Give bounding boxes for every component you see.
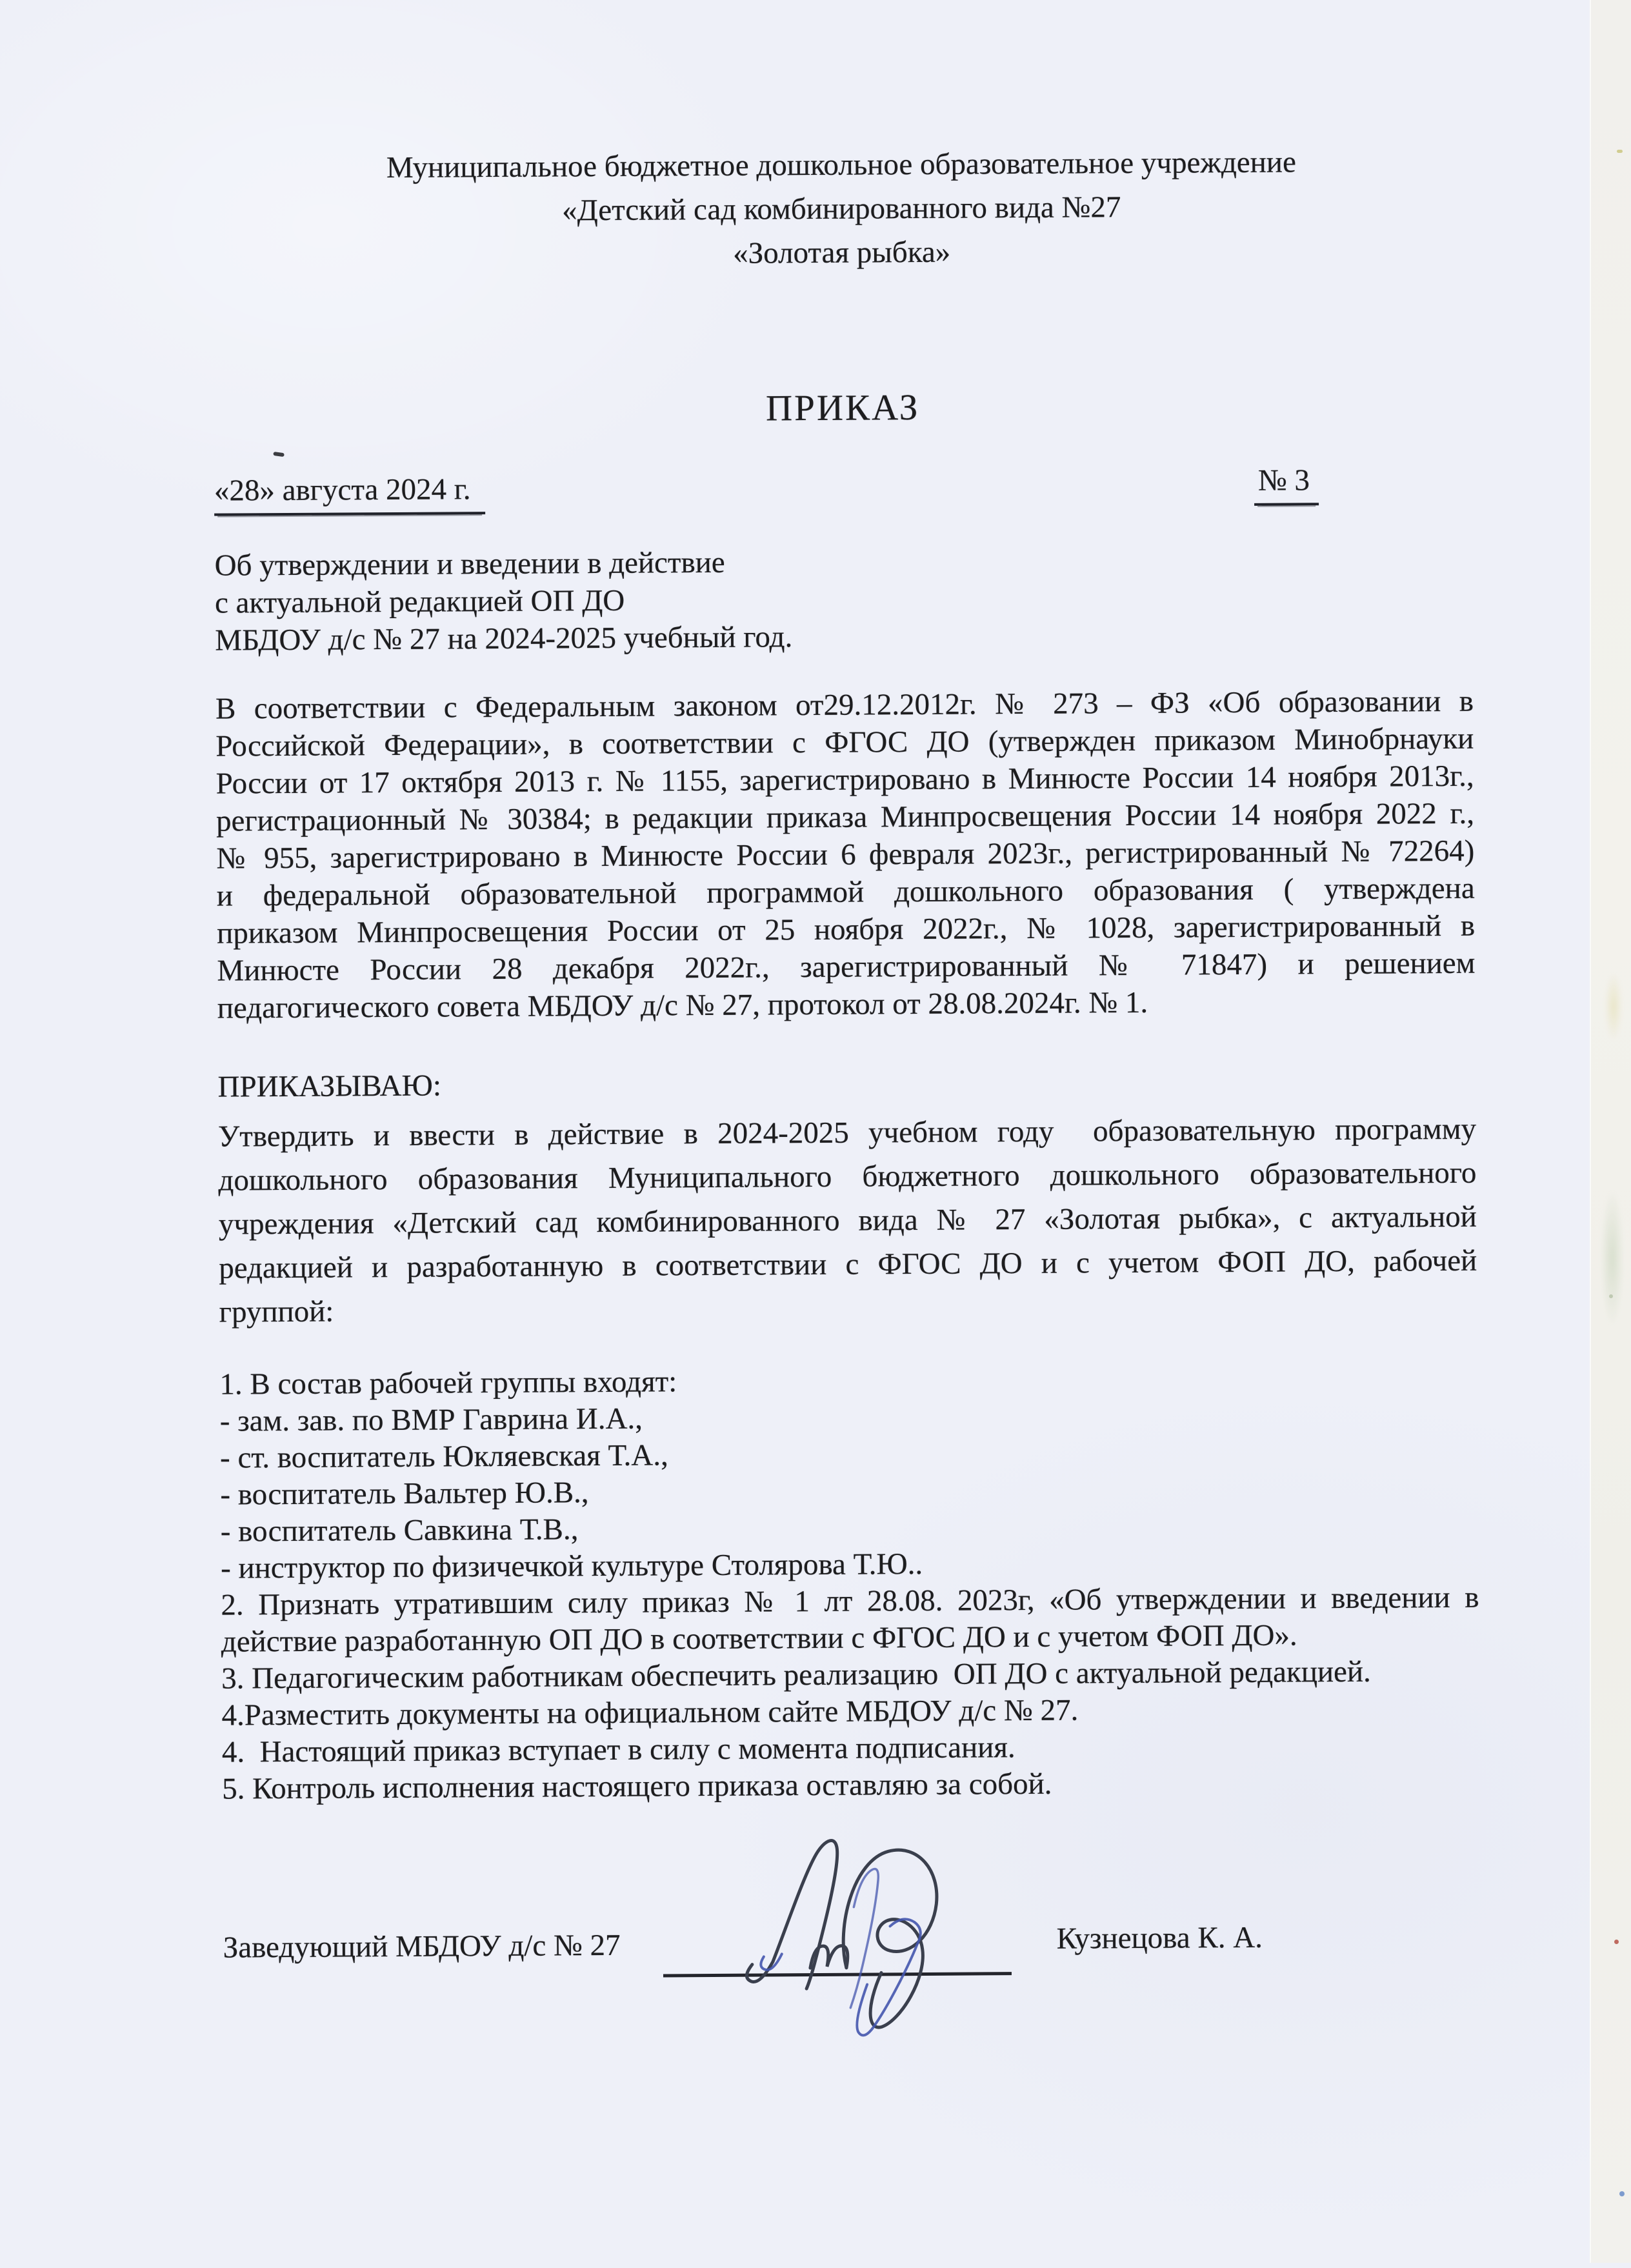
preamble-line: России от 17 октября 2013 г. № 1155, зарегистрировано в Минюсте России 14 ноября 2013г.,	[215, 759, 1474, 801]
preamble-line: и федеральной образовательной программой дошкольного образования ( утверждена	[216, 871, 1475, 913]
order-word: ПРИКАЗЫВАЮ:	[217, 1069, 442, 1104]
list-item: - ст. воспитатель Юкляевская Т.А.,	[219, 1438, 668, 1475]
preamble-line: приказом Минпросвещения России от 25 ноября 2022г., № 1028, зарегистрированный в	[216, 908, 1476, 950]
preamble-line: Минюсте России 28 декабря 2022г., зарегистрированный № 71847) и решением	[217, 946, 1476, 988]
subject-line: Об утверждении и введении в действие	[214, 545, 725, 583]
list-item: 3. Педагогическим работникам обеспечить реализацию ОП ДО с актуальной редакцией.	[221, 1654, 1371, 1696]
org-header	[212, 139, 1471, 279]
list-item: - инструктор по физичечкой культуре Столярова Т.Ю..	[220, 1547, 923, 1585]
scan-artifact-dash	[273, 452, 285, 457]
subject-line: с актуальной редакцией ОП ДО	[214, 583, 625, 620]
org-name-line: «Детский сад комбинированного вида №27	[561, 190, 1121, 228]
list-item: - зам. зав. по ВМР Гаврина И.А.,	[219, 1401, 643, 1438]
order-number: № 3	[1254, 463, 1319, 506]
subject-block	[214, 539, 1473, 659]
signatory-name: Кузнецова К. А.	[1056, 1920, 1263, 1956]
resolution-line: дошкольного образования Муниципального бюджетного дошкольного образовательного	[218, 1156, 1477, 1198]
signature-ink	[727, 1829, 961, 2043]
preamble-line: регистрационный № 30384; в редакции приказа Минпросвещения России 14 ноября 2022 г.,	[215, 796, 1475, 838]
order-items-list	[219, 1359, 1480, 1808]
list-item: 4. Настоящий приказ вступает в силу с момента подписания.	[221, 1731, 1016, 1769]
org-name-line: Муниципальное бюджетное дошкольное образовательное учреждение	[386, 145, 1296, 185]
subject-line: МБДОУ д/с № 27 на 2024-2025 учебный год.	[215, 620, 793, 657]
preamble-line: В соответствии с Федеральным законом от29.12.2012г. № 273 – ФЗ «Об образовании в	[215, 684, 1474, 726]
preamble-paragraph	[215, 683, 1476, 1027]
resolution-line: учреждения «Детский сад комбинированного вида № 27 «Золотая рыбка», с актуальной	[218, 1199, 1477, 1241]
list-item: 5. Контроль исполнения настоящего приказа оставляю за собой.	[222, 1767, 1052, 1806]
list-item: - воспитатель Савкина Т.В.,	[220, 1512, 579, 1549]
signature-row	[223, 1920, 1483, 2098]
resolution-line: Утвердить и ввести в действие в 2024-2025 учебном году образовательную программу	[217, 1112, 1477, 1154]
resolution-line: группой:	[219, 1294, 334, 1329]
document-title: ПРИКАЗ	[765, 386, 920, 429]
order-date: «28» августа 2024 г.	[214, 472, 485, 516]
org-name-line: «Золотая рыбка»	[732, 235, 951, 270]
list-item: 1. В состав рабочей группы входят:	[219, 1365, 677, 1401]
list-item: действие разработанную ОП ДО в соответствии с ФГОС ДО и с учетом ФОП ДО».	[221, 1618, 1297, 1659]
preamble-line: педагогического совета МБДОУ д/с № 27, протокол от 28.08.2024г. № 1.	[217, 985, 1148, 1025]
preamble-line: Российской Федерации», в соответствии с ФГОС ДО (утвержден приказом Минобрнауки	[215, 721, 1474, 763]
list-item: - воспитатель Вальтер Ю.В.,	[220, 1476, 589, 1512]
date-number-row	[214, 463, 1472, 525]
signatory-position: Заведующий МБДОУ д/с № 27	[223, 1928, 621, 1965]
resolution-paragraph	[218, 1107, 1477, 1334]
preamble-line: № 955, зарегистрировано в Минюсте России 6 февраля 2023г., регистрированный № 72264)	[216, 834, 1475, 876]
list-item: 4.Разместить документы на официальном сайте МБДОУ д/с № 27.	[221, 1693, 1079, 1732]
resolution-line: редакцией и разработанную в соответствии с ФГОС ДО и с учетом ФОП ДО, рабочей	[219, 1243, 1477, 1285]
list-item: 2. Признать утратившим силу приказ № 1 лт 28.08. 2023г, «Об утверждении и введении в	[221, 1580, 1479, 1622]
